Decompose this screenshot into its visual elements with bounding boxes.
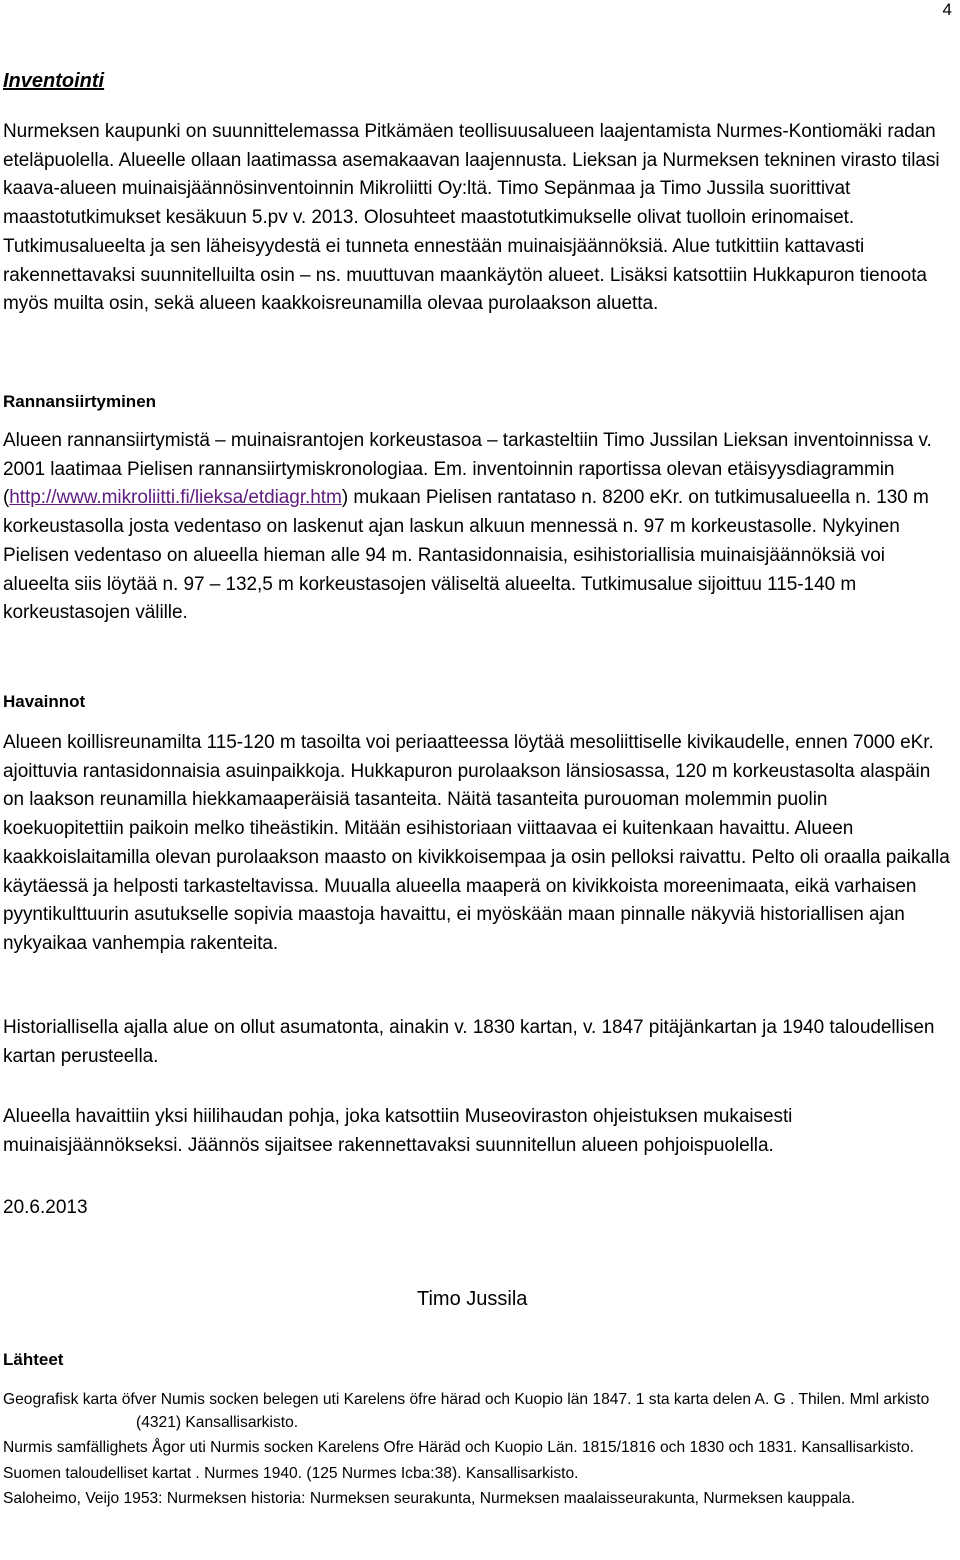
page-number: 4 (942, 0, 952, 19)
shoreline-heading: Rannansiirtyminen (3, 392, 157, 411)
shoreline-text-after-link: ) mukaan Pielisen rantataso n. 8200 eKr. on tutkimusalueella n. 130 m korkeustasolla josta vedentaso on laskenut ajan laskun alkuun mennessä n. 97 m korkeustasolle. Nykyinen Pielisen vedentaso on alueella hieman alle 94 m. Rantasidonnaisia, esihistoriallisia muinaisjäännöksiä voi alueelta siis löytää n. 97 – 132,5 m korkeustasojen väliseltä alueelta. Tutkimusalue sijoittuu 115-140 m korkeustasojen välille. (3, 487, 929, 624)
reference-item: Saloheimo, Veijo 1953: Nurmeksen historia: Nurmeksen seurakunta, Nurmeksen maalaisseurakunta, Nurmeksen kauppala. (3, 1490, 856, 1507)
author-signature: Timo Jussila (417, 1288, 528, 1310)
findings-paragraph-2: Historiallisella ajalla alue on ollut asumatonta, ainakin v. 1830 kartan, v. 1847 pitäjänkartan ja 1940 taloudellisen kartan perusteella. (3, 1017, 935, 1067)
etdiagr-link[interactable]: http://www.mikroliitti.fi/lieksa/etdiagr.htm (9, 487, 342, 509)
shoreline-paragraph (3, 427, 953, 628)
reference-item: Suomen taloudelliset kartat . Nurmes 1940. (125 Nurmes Icba:38). Kansallisarkisto. (3, 1464, 579, 1482)
references-heading: Lähteet (3, 1350, 64, 1369)
section-title: Inventointi (3, 70, 105, 92)
references-list (3, 1389, 953, 1514)
findings-paragraph-3: Alueella havaittiin yksi hiilihaudan pohja, joka katsottiin Museoviraston ohjeistuksen mukaisesti muinaisjäännökseksi. Jäännös sijaitsee rakennettavaksi suunnitellun alueen pohjoispuolella. (3, 1106, 793, 1156)
findings-paragraph-1: Alueen koillisreunamilta 115-120 m tasoilta voi periaatteessa löytää mesoliittiselle kivikaudelle, ennen 7000 eKr. ajoittuvia rantasidonnaisia asuinpaikkoja. Hukkapuron purolaakson länsiosassa, 120 m korkeustasolta alaspäin on laakson reunamilla hiekkamaaperäisiä tasanteita. Näitä tasanteita purouoman molemmin puolin koekuopitettiin paikoin melko tiheästikin. Mitään esihistoriaan viittaavaa ei kuitenkaan havaittu. Alueen kaakkoislaitamilla olevan purolaakson maasto on kivikkoisempaa ja osin pelloksi raivattu. Pelto oli oraalla paikalla käytäessä ja helposti tarkasteltavissa. Muualla alueella maaperä on kivikkoista moreenimaata, eikä varhaisen pyyntikulttuurin asutukselle sopivia maastoja havaittu, ei myöskään maan pinnalle näkyviä historiallisen ajan nykyaikaa vanhempia rakenteita. (3, 732, 950, 954)
findings-heading: Havainnot (3, 692, 86, 711)
report-date: 20.6.2013 (3, 1197, 88, 1218)
reference-item: Nurmis samfällighets Ågor uti Nurmis socken Karelens Ofre Häräd och Kuopio Län. 1815/1816 och 1830 och 1831. Kansallisarkisto. (3, 1439, 914, 1456)
intro-paragraph: Nurmeksen kaupunki on suunnittelemassa Pitkämäen teollisuusalueen laajentamista Nurmes-Kontiomäki radan eteläpuolella. Alueelle ollaan laatimassa asemakaavan laajennusta. Lieksan ja Nurmeksen tekninen virasto tilasi kaava-alueen muinaisjäännösinventoinnin Mikroliitti Oy:ltä. Timo Sepänmaa ja Timo Jussila suorittivat maastotutkimukset kesäkuun 5.pv v. 2013. Olosuhteet maastotutkimukselle olivat tuolloin erinomaiset. Tutkimusalueelta ja sen läheisyydestä ei tunneta ennestään muinaisjäännöksiä. Alue tutkittiin kattavasti rakennettavaksi suunnitelluilta osin – ns. muuttuvan maankäytön alueet. Lisäksi katsottiin Hukkapuron tienoota myös muilta osin, sekä alueen kaakkoisreunamilla olevaa purolaakson aluetta. (3, 121, 940, 315)
shoreline-text-before-link: Alueen rannansiirtymistä – muinaisrantojen korkeustasoa – tarkasteltiin Timo Jussilan Lieksan inventoinnissa v. 2001 laatimaa Pielisen rannansiirtymiskronologiaa. Em. inventoinnin raportissa olevan etäisyysdiagrammin ( (3, 430, 932, 509)
reference-item: Geografisk karta öfver Numis socken belegen uti Karelens öfre härad och Kuopio län 1847. 1 sta karta delen A. G . Thilen. Mml arkisto (4321) Kansallisarkisto. (3, 1391, 930, 1431)
